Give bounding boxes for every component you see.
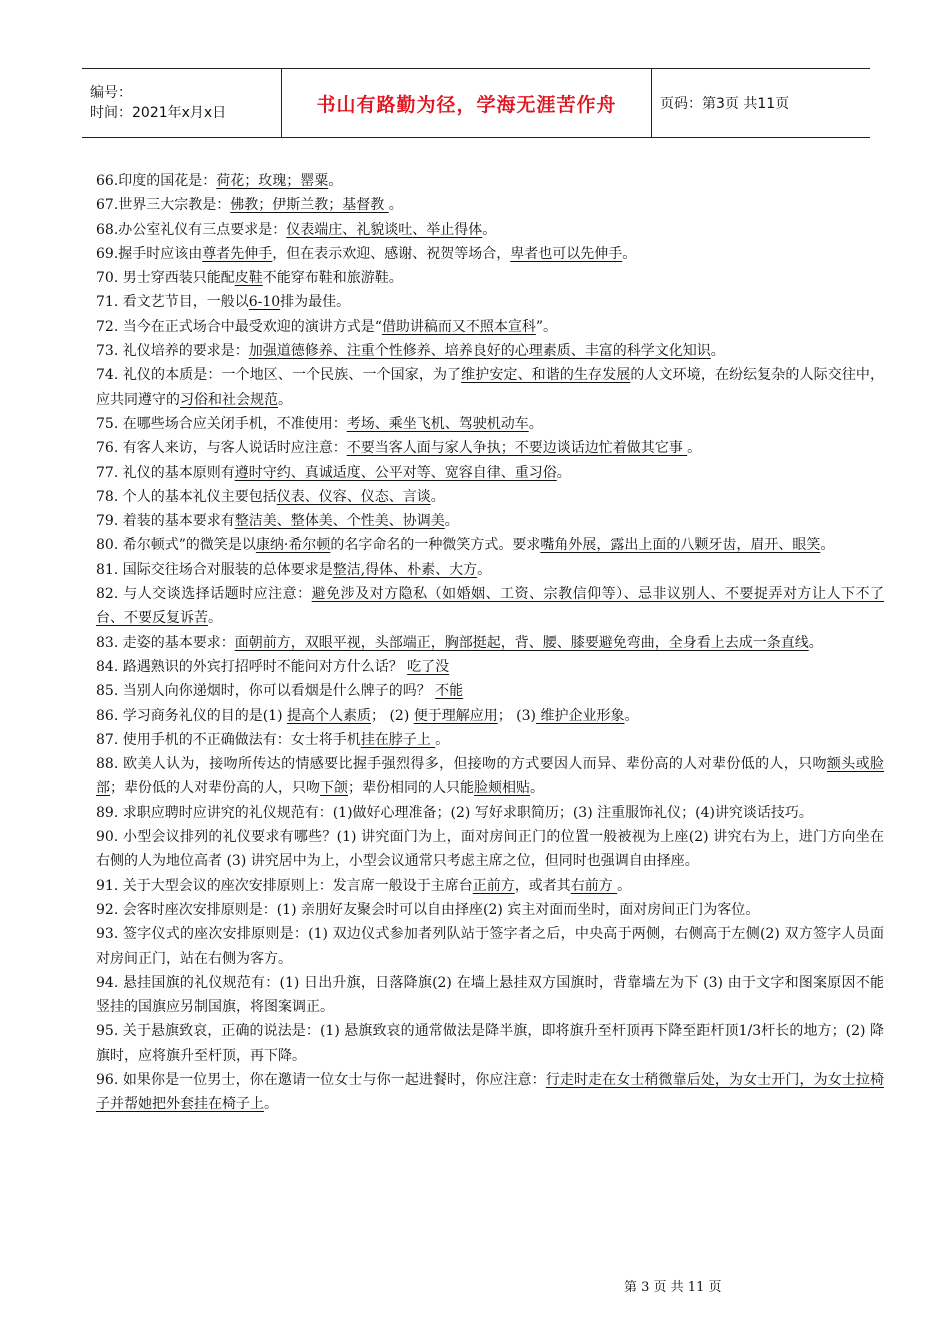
question-text: 80. 希尔顿式”的微笑是以	[96, 537, 256, 554]
question-text: 87. 使用手机的不正确做法有：女士将手机	[96, 731, 361, 748]
question-text: 。	[556, 464, 571, 481]
list-item	[96, 1068, 884, 1117]
list-item	[96, 315, 884, 339]
answer-text: 荷花；玫瑰；罂粟	[216, 173, 329, 189]
question-text: 96. 如果你是一位男士，你在邀请一位女士与你一起进餐时，你应注意：	[96, 1071, 546, 1088]
answer-text: 便于理解应用	[413, 707, 498, 724]
question-text: 71. 看文艺节目，一般以	[96, 294, 249, 311]
list-item	[96, 558, 884, 582]
page-footer: 第 3 页 共 11 页	[624, 1280, 722, 1295]
answer-text: 嘴角外展，露出上面的八颗牙齿，眉开、眼笑	[540, 537, 821, 554]
question-text: 75. 在哪些场合应关闭手机，不准使用：	[96, 415, 347, 432]
question-text: 76. 有客人来访，与客人说话时应注意：	[96, 440, 347, 457]
list-item	[96, 631, 884, 655]
answer-text: 康纳·希尔顿	[255, 537, 331, 554]
answer-text: 提高个人素质	[287, 707, 371, 724]
question-text: 。	[530, 780, 544, 797]
question-text: 89. 求职应聘时应讲究的礼仪规范有：(1)做好心理准备；(2) 写好求职简历；(3) 注重服饰礼仪；(4)讲究谈话技巧。	[96, 804, 813, 821]
answer-text: 仪表、仪容、仪态、言谈	[276, 488, 431, 505]
list-item	[96, 193, 884, 217]
list-item	[96, 874, 884, 898]
page-number-label: 页码：第3页 共11页	[660, 96, 790, 112]
question-text: ； (2)	[371, 707, 414, 724]
list-item	[96, 412, 884, 436]
question-text: 。	[388, 197, 403, 214]
question-text: 。	[820, 537, 835, 554]
list-item	[96, 533, 884, 557]
answer-text: 行走时走在女士稍微靠后处，为女士开门，为女士拉椅子并帮她把外套挂在椅子上	[96, 1071, 884, 1113]
answer-text: 脸颊相贴	[474, 780, 530, 797]
answer-text: 吃了没	[407, 658, 450, 675]
answer-text: 卑者也可以先伸手	[510, 245, 623, 262]
list-item	[96, 922, 884, 971]
question-text: 69.握手时应该由	[96, 245, 203, 262]
question-text: 70. 男士穿西装只能配	[96, 270, 235, 287]
question-text: 排为最佳。	[280, 294, 351, 311]
answer-text: 加强道德修养、注重个性修养、培养良好的心理素质、丰富的科学文化知识	[248, 343, 711, 360]
list-item	[96, 801, 884, 825]
question-text: 的名字命名的一种微笑方式。要求	[330, 537, 541, 554]
question-text: 。	[264, 1096, 278, 1113]
list-item	[96, 1019, 884, 1068]
header-motto	[282, 69, 652, 137]
answer-text: 考场、乘坐飞机、驾驶机动车	[346, 415, 529, 432]
answer-text: 正前方	[472, 877, 515, 894]
question-text: 81. 国际交往场合对服装的总体要求是	[96, 561, 333, 578]
serial-number-label: 编号：	[90, 85, 132, 101]
question-text: 88. 欧美人认为，接吻所传达的情感要比握手强烈得多，但接吻的方式要因人而异、辈份高的人对辈份低的人，只吻	[96, 756, 827, 773]
question-text: 79. 着装的基本要求有	[96, 513, 235, 530]
question-text: 90. 小型会议排列的礼仪要求有哪些？(1) 讲究面门为上，面对房间正门的位置一般被视为上座(2) 讲究右为上，进门方向坐在右侧的人为地位高者 (3) 讲究居中为上，小型会议通常只考虑主席之位，但同时也强调自由择座。	[96, 829, 884, 870]
list-item	[96, 485, 884, 509]
list-item	[96, 266, 884, 290]
answer-text: 不能	[435, 683, 464, 700]
list-item	[96, 582, 884, 631]
list-item	[96, 436, 884, 460]
answer-text: 借助讲稿而又不照本宣科	[381, 318, 536, 335]
answer-text: 维护企业形象	[536, 707, 625, 724]
question-text: 。	[430, 488, 445, 505]
answer-text: 仪表端庄、礼貌谈吐、举止得体	[286, 221, 483, 238]
question-text: ”。	[535, 318, 558, 335]
answer-text: 右前方	[570, 877, 618, 894]
question-text: 。	[435, 731, 450, 748]
question-text: ； (3)	[497, 707, 537, 724]
question-text: 77. 礼仪的基本原则有	[96, 464, 235, 481]
list-item	[96, 242, 884, 266]
question-text: ；辈份相同的人只能	[348, 780, 474, 797]
question-text: 74. 礼仪的本质是：一个地区、一个民族、一个国家，为了	[96, 367, 462, 384]
question-text: 。	[444, 513, 459, 530]
question-text: 不能穿布鞋和旅游鞋。	[262, 270, 403, 287]
question-list	[96, 169, 884, 1117]
question-text: 84. 路遇熟识的外宾打招呼时不能问对方什么话？	[96, 658, 408, 675]
list-item	[96, 898, 884, 922]
question-text: 。	[208, 610, 222, 627]
question-text: 91. 关于大型会议的座次安排原则上：发言席一般设于主席台	[96, 877, 473, 894]
question-text: 。	[622, 245, 637, 262]
list-item	[96, 825, 884, 874]
header-page-info	[652, 69, 870, 137]
question-text: 。	[278, 391, 292, 408]
question-text: ，但在表示欢迎、感谢、祝贺等场合，	[272, 245, 511, 262]
question-text: 。	[528, 415, 543, 432]
question-text: 。	[477, 561, 492, 578]
question-text: 。	[808, 634, 823, 651]
list-item	[96, 752, 884, 801]
motto-text: 书山有路勤为径，学海无涯苦作舟	[316, 93, 617, 116]
answer-text: 维护安定、和谐的生存发展	[461, 367, 631, 384]
answer-text: 下颌	[320, 780, 348, 797]
list-item	[96, 339, 884, 363]
question-text: 86. 学习商务礼仪的目的是(1)	[96, 707, 287, 724]
list-item	[96, 290, 884, 314]
question-text: 72. 当今在正式场合中最受欢迎的演讲方式是“	[96, 318, 382, 335]
list-item	[96, 655, 884, 679]
list-item	[96, 509, 884, 533]
question-text: 的人文环境，在纷纭复杂的人际交往中，应共同遵守的	[96, 367, 885, 408]
question-text: 93. 签字仪式的座次安排原则是：(1) 双边仪式参加者列队站于签字者之后，中央高于两侧，右侧高于左侧(2) 双方签字人员面对房间正门，站在右侧为客方。	[96, 926, 884, 967]
answer-text: 佛教；伊斯兰教；基督教	[230, 197, 389, 214]
question-text: 68.办公室礼仪有三点要求是：	[96, 221, 287, 238]
answer-text: 整洁美、整体美、个性美、协调美	[234, 513, 445, 530]
question-text: 。	[710, 343, 725, 360]
question-text: ，或者其	[514, 877, 571, 894]
answer-text: 挂在脖子上	[360, 731, 436, 748]
question-text: 95. 关于悬旗致哀，正确的说法是：(1) 悬旗致哀的通常做法是降半旗，即将旗升至杆顶再下降至距杆顶1/3杆长的地方；(2) 降旗时，应将旗升至杆顶，再下降。	[96, 1023, 884, 1064]
answer-text: 习俗和社会规范	[180, 391, 278, 408]
date-label: 时间：2021年x月x日	[90, 105, 227, 121]
answer-text: 遵时守约、真诚适度、公平对等、宽容自律、重习俗	[234, 464, 557, 481]
question-text: 73. 礼仪培养的要求是：	[96, 343, 249, 360]
question-text: 。	[687, 440, 702, 457]
answer-text: 避免涉及对方隐私（如婚姻、工资、宗教信仰等）、忌非议别人、不要捉弄对方让人下不了台、不要反复诉苦	[96, 586, 884, 627]
question-text: 。	[624, 707, 639, 724]
answer-text: 额头或脸部	[96, 756, 884, 797]
list-item	[96, 728, 884, 752]
question-text: 67.世界三大宗教是：	[96, 197, 231, 214]
question-text: 。	[482, 221, 497, 238]
question-text: 66.印度的国花是：	[96, 173, 217, 189]
answer-text: 皮鞋	[234, 270, 263, 287]
list-item	[96, 704, 884, 728]
list-item	[96, 218, 884, 242]
answer-text: 不要当客人面与家人争执；不要边谈话边忙着做其它事	[346, 440, 688, 457]
question-text: 。	[328, 173, 343, 189]
question-text: 83. 走姿的基本要求：	[96, 634, 235, 651]
question-text: 92. 会客时座次安排原则是：(1) 亲朋好友聚会时可以自由择座(2) 宾主对面而坐时，面对房间正门为客位。	[96, 901, 760, 918]
question-text: ；辈份低的人对辈份高的人，只吻	[110, 780, 320, 797]
question-text: 94. 悬挂国旗的礼仪规范有：(1) 日出升旗，日落降旗(2) 在墙上悬挂双方国旗时，背靠墙左为下 (3) 由于文字和图案原因不能竖挂的国旗应另制国旗，将图案调正。	[96, 974, 884, 1016]
answer-text: 整洁,得体、朴素、大方	[332, 561, 478, 578]
answer-text: 6-10	[248, 294, 281, 311]
question-text: 78. 个人的基本礼仪主要包括	[96, 488, 277, 505]
list-item	[96, 169, 884, 193]
list-item	[96, 461, 884, 485]
answer-text: 尊者先伸手	[202, 245, 273, 262]
question-text: 。	[617, 877, 632, 894]
answer-text: 面朝前方，双眼平视，头部端正，胸部挺起，背、腰、膝要避免弯曲，全身看上去成一条直线	[234, 634, 809, 651]
question-text: 82. 与人交谈选择话题时应注意：	[96, 586, 312, 603]
list-item	[96, 679, 884, 703]
question-text: 85. 当别人向你递烟时，你可以看烟是什么牌子的吗？	[96, 683, 436, 700]
list-item	[96, 363, 884, 412]
page-header	[82, 68, 870, 138]
list-item	[96, 971, 884, 1020]
header-meta	[82, 69, 282, 137]
